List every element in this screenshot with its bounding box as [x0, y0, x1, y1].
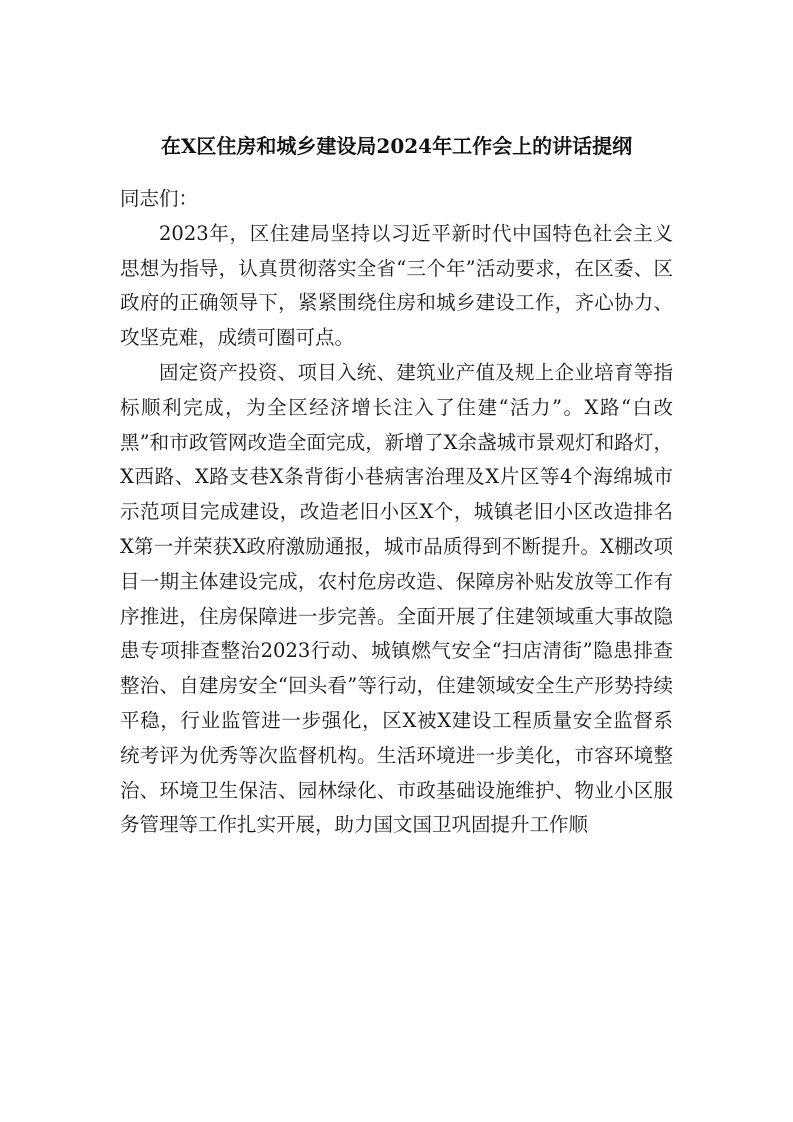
document-body: [120, 182, 673, 843]
paragraph-summary: 2023年，区住建局坚持以习近平新时代中国特色社会主义思想为指导，认真贯彻落实全省“三个年”活动要求，在区委、区政府的正确领导下，紧紧围绕住房和城乡建设工作，齐心协力、攻坚克难，成绩可圈可点。: [120, 221, 673, 350]
paragraph-achievements: 固定资产投资、项目入统、建筑业产值及规上企业培育等指标顺利完成，为全区经济增长注入了住建“活力”。X路“白改黑”和市政管网改造全面完成，新增了X余盏城市景观灯和路灯，X西路、X路支巷X条背街小巷病害治理及X片区等4个海绵城市示范项目完成建设，改造老旧小区X个，城镇老旧小区改造排名X第一并荣获X政府激励通报，城市品质得到不断提升。X棚改项目一期主体建设完成，农村危房改造、保障房补贴发放等工作有序推进，住房保障进一步完善。全面开展了住建领域重大事故隐患专项排查整治2023行动、城镇燃气安全“扫店清街”隐患排查整治、自建房安全“回头看”等行动，住建领域安全生产形势持续平稳，行业监管进一步强化，区X被X建设工程质量安全监督系统考评为优秀等次监督机构。生活环境进一步美化，市容环境整治、环境卫生保洁、园林绿化、市政基础设施维护、物业小区服务管理等工作扎实开展，助力国文国卫巩固提升工作顺: [120, 360, 673, 837]
salutation: 同志们：: [120, 187, 199, 210]
document-title: 在X区住房和城乡建设局2024年工作会上的讲话提纲: [160, 134, 633, 158]
